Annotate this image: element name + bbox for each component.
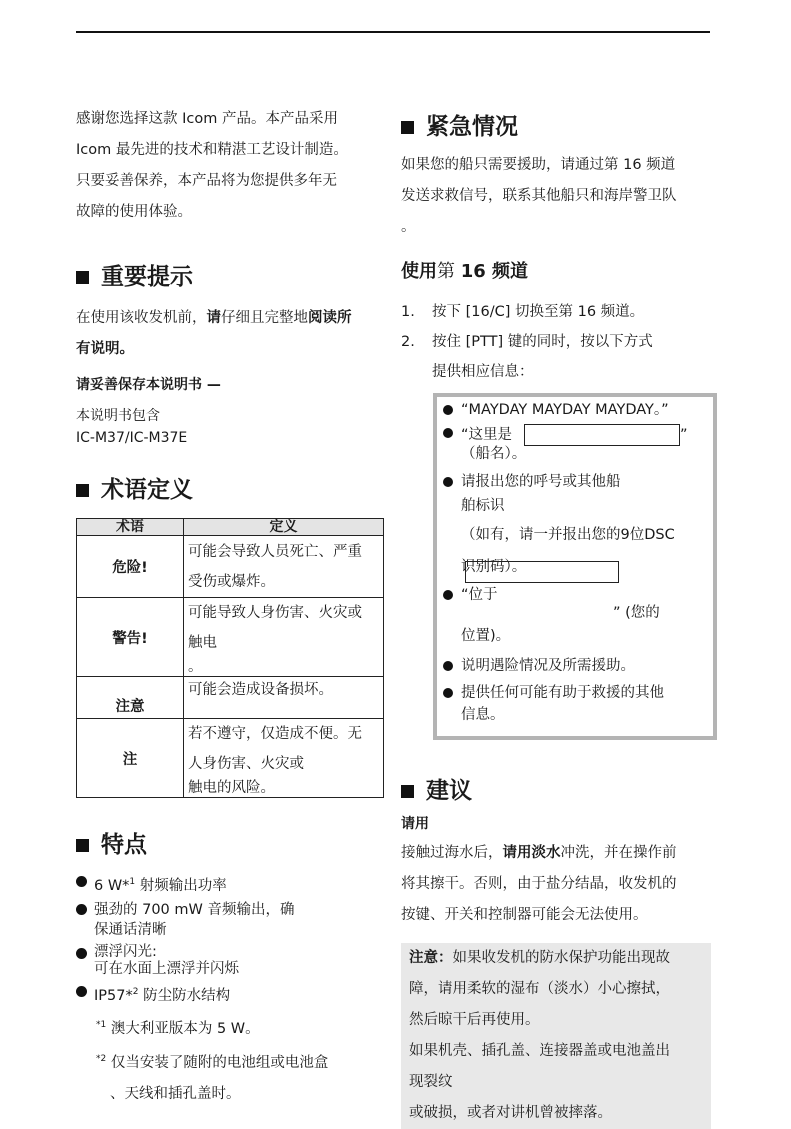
table-row — [77, 719, 384, 798]
bullet-icon — [76, 986, 87, 997]
top-rule — [76, 31, 710, 33]
caution-line: 然后晾干后再使用。 — [409, 1012, 540, 1028]
list-item: 说明遇险情况及所需援助。 — [443, 654, 705, 678]
square-bullet-icon — [76, 484, 89, 497]
terms-heading: 术语定义 — [76, 475, 384, 505]
footnote-1: $^{*1}$ 澳大利亚版本为 5 W。 — [96, 1019, 260, 1037]
emergency-line: 发送求救信号，联系其他船只和海岸警卫队 — [401, 188, 677, 204]
table-row — [77, 677, 384, 719]
definition-cell: 若不遵守，仅造成不便。无 人身伤害、火灾或 触电的风险。 — [184, 719, 384, 798]
list-item: 请报出您的呼号或其他船 舶标识 （如有，请一并报出您的9位DSC 识别码）。 — [443, 470, 705, 582]
table-row — [77, 598, 384, 677]
intro-line: 感谢您选择这款 Icom 产品。本产品采用 — [76, 111, 338, 127]
term-caution: 注意 — [77, 677, 184, 719]
advice-subheading: 请用 — [401, 816, 429, 832]
list-item: “MAYDAY MAYDAY MAYDAY。” — [443, 401, 705, 420]
ship-name-blank — [524, 424, 680, 446]
term-warning: 警告! — [77, 598, 184, 677]
square-bullet-icon — [76, 271, 89, 284]
square-bullet-icon — [401, 121, 414, 134]
caution-line: 如果机壳、插孔盖、连接器盖或电池盖出 — [409, 1043, 670, 1059]
bullet-icon — [443, 477, 453, 487]
list-item: 漂浮闪光: 可在水面上漂浮并闪烁 — [76, 944, 384, 978]
definition-cell: 可能会导致人员死亡、严重 受伤或爆炸。 — [184, 536, 384, 598]
definition-cell: 可能会造成设备损坏。 — [184, 677, 384, 719]
list-item: IP57*$^2$ 防尘防水结构 — [76, 982, 384, 1006]
bullet-icon — [443, 688, 453, 698]
channel16-heading: 使用第 16 频道 — [401, 261, 529, 282]
square-bullet-icon — [401, 785, 414, 798]
caution-line: 或破损，或者对讲机曾被摔落。 — [409, 1105, 612, 1121]
step-item: 2. 按住 [PTT] 键的同时，按以下方式 提供相应信息： — [401, 334, 653, 380]
caution-line: 障，请用柔软的湿布（淡水）小心擦拭， — [409, 981, 670, 997]
square-bullet-icon — [76, 839, 89, 852]
footnote-2-cont: 、天线和插孔盖时。 — [110, 1086, 241, 1103]
intro-line: 故障的使用体验。 — [76, 204, 192, 220]
list-item: “这里是 ” （船名）。 — [443, 424, 705, 462]
list-item: 提供任何可能有助于救援的其他 信息。 — [443, 682, 705, 726]
table-row — [77, 536, 384, 598]
list-item: 6 W*$^1$ 射频输出功率 — [76, 872, 384, 896]
bullet-icon — [443, 428, 453, 438]
term-note: 注 — [77, 719, 184, 798]
important-heading: 重要提示 — [76, 262, 384, 292]
column-header-definition: 定义 — [184, 519, 384, 536]
list-item: 强劲的 700 mW 音频输出，确 保通话清晰 — [76, 900, 384, 940]
right-column — [401, 104, 711, 1129]
bullet-icon — [76, 876, 87, 887]
intro-line: 只要妥善保养，本产品将为您提供多年无 — [76, 173, 337, 189]
steps-list — [401, 297, 711, 387]
caution-box — [401, 943, 711, 1129]
contains-line: 本说明书包含 — [76, 408, 160, 424]
bullet-icon — [443, 590, 453, 600]
bullet-icon — [443, 405, 453, 415]
features-heading: 特点 — [76, 830, 384, 860]
caution-line: 现裂纹 — [409, 1074, 453, 1090]
intro-line: Icom 最先进的技术和精湛工艺设计制造。 — [76, 142, 348, 158]
left-column — [76, 104, 384, 1110]
important-line-2: 有说明。 — [76, 341, 134, 357]
bullet-icon — [76, 948, 87, 959]
advice-heading: 建议 — [401, 776, 711, 806]
bullet-icon — [443, 661, 453, 671]
list-item: “位于 ” (您的 位置)。 — [443, 586, 705, 650]
mayday-message-box — [433, 393, 717, 740]
advice-line-3: 按键、开关和控制器可能会无法使用。 — [401, 907, 648, 923]
emergency-line: 。 — [401, 219, 416, 235]
footnote-2: $^{*2}$ 仅当安装了随附的电池组或电池盒 — [96, 1054, 329, 1072]
advice-line-1: 接触过海水后，请用淡水冲洗，并在操作前 — [401, 845, 677, 861]
table-header-row — [77, 519, 384, 536]
bullet-icon — [76, 904, 87, 915]
emergency-heading: 紧急情况 — [401, 112, 711, 142]
features-list — [76, 872, 384, 1006]
emergency-line: 如果您的船只需要援助，请通过第 16 频道 — [401, 157, 676, 173]
important-line-1: 在使用该收发机前，请仔细且完整地阅读所 — [76, 310, 352, 326]
model-names: IC-M37/IC-M37E — [76, 430, 188, 446]
term-danger: 危险! — [77, 536, 184, 598]
column-header-term: 术语 — [77, 519, 184, 536]
advice-line-2: 将其擦干。否则，由于盐分结晶，收发机的 — [401, 876, 677, 892]
step-item: 1. 按下 [16/C] 切换至第 16 频道。 — [401, 304, 645, 320]
terms-table — [76, 518, 384, 798]
keep-manual-title: 请妥善保存本说明书 — — [76, 377, 221, 393]
intro-paragraph — [76, 104, 384, 228]
definition-cell: 可能导致人身伤害、火灾或 触电 。 — [184, 598, 384, 677]
caution-line: 注意：如果收发机的防水保护功能出现故 — [409, 950, 670, 966]
